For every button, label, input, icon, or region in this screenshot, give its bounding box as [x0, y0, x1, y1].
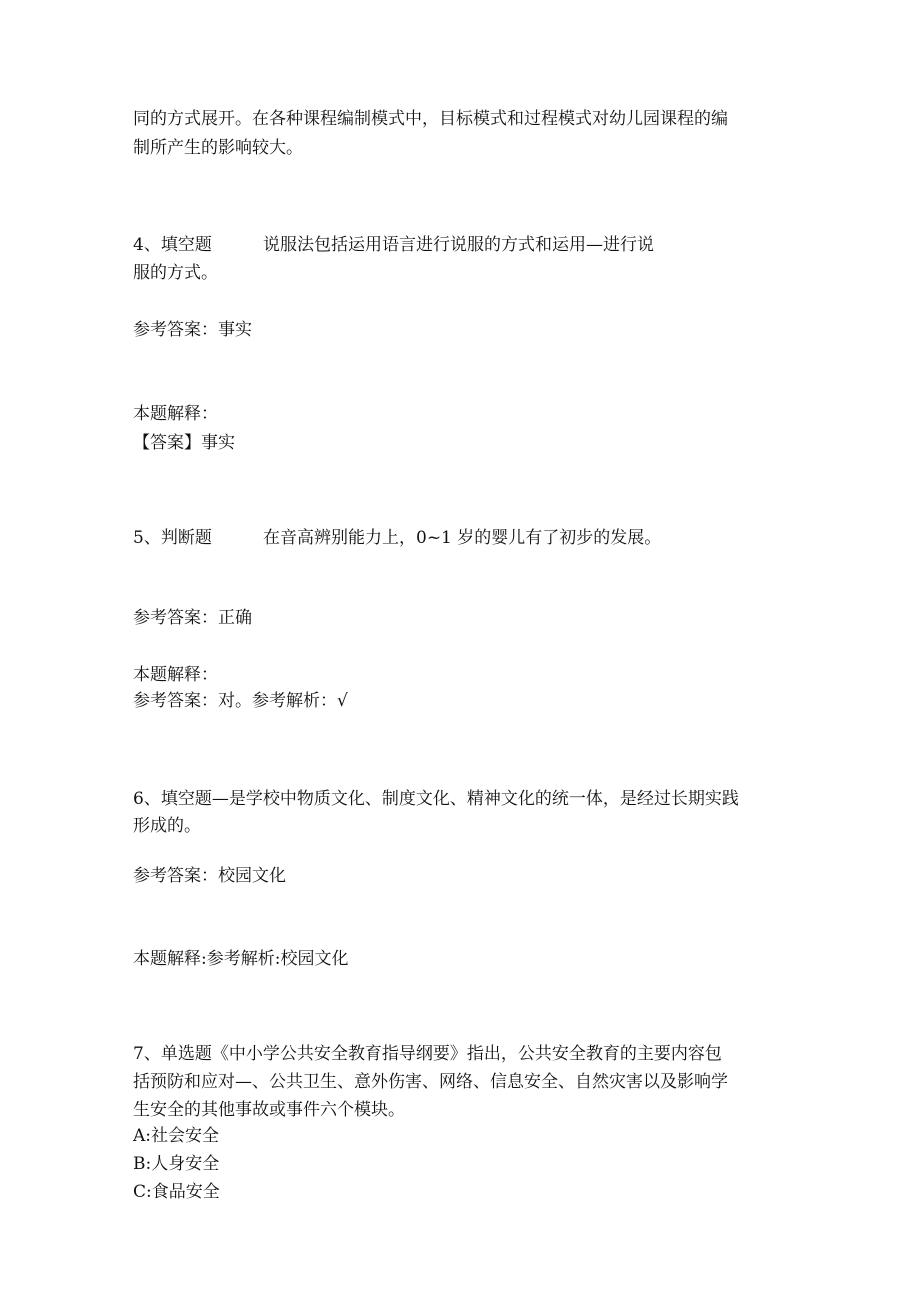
q7-option-a: A:社会安全 — [133, 1126, 220, 1146]
intro-line-1: 同的方式展开。在各种课程编制模式中，目标模式和过程模式对幼儿园课程的编 — [133, 109, 728, 129]
intro-line-2: 制所产生的影响较大。 — [133, 138, 303, 158]
q4-number-type: 4、填空题 — [133, 235, 212, 255]
q5-number-type: 5、判断题 — [133, 528, 212, 548]
q6-answer: 参考答案：校园文化 — [133, 866, 286, 886]
q5-stem — [133, 525, 793, 551]
q7-option-b: B:人身安全 — [133, 1154, 220, 1174]
q4-stem-line-1 — [133, 232, 793, 258]
q7-stem-line-1: 7、单选题《中小学公共安全教育指导纲要》指出，公共安全教育的主要内容包 — [133, 1044, 722, 1064]
q4-stem-text: 说服法包括运用语言进行说服的方式和运用—进行说 — [263, 235, 654, 255]
q6-stem-line-2: 形成的。 — [133, 816, 201, 836]
q4-explain-text: 【答案】事实 — [133, 433, 235, 453]
q6-explain: 本题解释:参考解析:校园文化 — [133, 949, 349, 969]
q5-answer: 参考答案：正确 — [133, 608, 252, 628]
q5-explain-text: 参考答案：对。参考解析：√ — [133, 691, 348, 711]
q7-option-c: C:食品安全 — [133, 1182, 220, 1202]
q4-stem-line-2: 服的方式。 — [133, 263, 218, 283]
q4-answer: 参考答案：事实 — [133, 320, 252, 340]
q7-stem-line-3: 生安全的其他事故或事件六个模块。 — [133, 1100, 405, 1120]
q6-stem-line-1: 6、填空题—是学校中物质文化、制度文化、精神文化的统一体，是经过长期实践 — [133, 789, 739, 809]
q5-stem-text: 在音高辨别能力上，0~1 岁的婴儿有了初步的发展。 — [263, 528, 662, 548]
q5-explain-label: 本题解释： — [133, 665, 218, 685]
q4-explain-label: 本题解释： — [133, 404, 218, 424]
q7-stem-line-2: 括预防和应对—、公共卫生、意外伤害、网络、信息安全、自然灾害以及影响学 — [133, 1072, 728, 1092]
